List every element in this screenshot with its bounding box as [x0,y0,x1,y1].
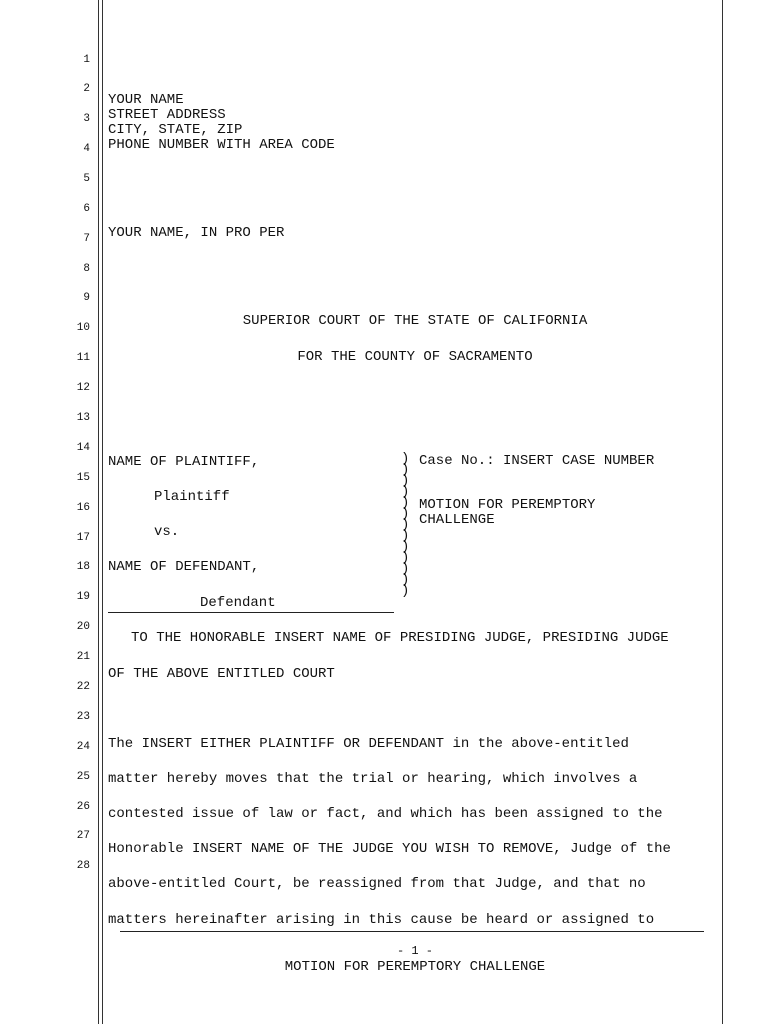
line-number: 21 [76,651,90,663]
line-number: 3 [83,113,90,125]
body-line: above-entitled Court, be reassigned from that Judge, and that no [108,876,646,892]
plaintiff-role: Plaintiff [154,489,230,505]
line-number: 17 [76,532,90,544]
line-number: 1 [83,54,90,66]
right-margin-rule [722,0,723,1024]
line-number: 24 [76,741,90,753]
line-number: 2 [83,83,90,95]
line-number: 26 [76,801,90,813]
line-number: 25 [76,771,90,783]
versus: vs. [154,524,180,540]
line-number: 12 [76,382,90,394]
body-line: The INSERT EITHER PLAINTIFF OR DEFENDANT in the above-entitled [108,736,629,752]
header-city-state-zip: CITY, STATE, ZIP [108,122,243,138]
left-margin-rule-2 [102,0,103,1024]
line-number: 23 [76,711,90,723]
court-title: SUPERIOR COURT OF THE STATE OF CALIFORNIA [242,313,588,329]
page-number: - 1 - [396,944,433,958]
document-title-line-1: MOTION FOR PEREMPTORY [419,497,596,513]
case-number: Case No.: INSERT CASE NUMBER [419,453,655,469]
line-number: 18 [76,561,90,573]
line-number: 19 [76,591,90,603]
defendant-role: Defendant [200,595,276,611]
line-number: 20 [76,621,90,633]
footer-title: MOTION FOR PEREMPTORY CHALLENGE [284,959,546,975]
line-number: 8 [83,263,90,275]
header-name: YOUR NAME [108,92,184,108]
caption-underline [108,612,394,613]
address-line-1: TO THE HONORABLE INSERT NAME OF PRESIDING JUDGE, PRESIDING JUDGE [131,630,669,646]
body-line: contested issue of law or fact, and which has been assigned to the [108,806,663,822]
body-line: matters hereinafter arising in this cause be heard or assigned to [108,912,655,928]
left-margin-rule-1 [98,0,99,1024]
defendant-name: NAME OF DEFENDANT, [108,559,260,575]
line-number: 6 [83,203,90,215]
header-street-address: STREET ADDRESS [108,107,226,123]
body-line: matter hereby moves that the trial or hearing, which involves a [108,771,638,787]
header-pro-per: YOUR NAME, IN PRO PER [108,225,285,241]
address-line-2: OF THE ABOVE ENTITLED COURT [108,666,335,682]
court-county: FOR THE COUNTY OF SACRAMENTO [297,349,533,365]
line-number: 11 [76,352,90,364]
line-number: 13 [76,412,90,424]
body-line: Honorable INSERT NAME OF THE JUDGE YOU WISH TO REMOVE, Judge of the [108,841,671,857]
line-number: 27 [76,830,90,842]
line-number: 10 [76,322,90,334]
line-number: 7 [83,233,90,245]
line-number: 22 [76,681,90,693]
line-number: 5 [83,173,90,185]
caption-divider: ) ) ) ) ) ) ) ) ) ) ) ) ) [401,451,410,599]
plaintiff-name: NAME OF PLAINTIFF, [108,454,260,470]
line-number: 28 [76,860,90,872]
document-title-line-2: CHALLENGE [419,512,495,528]
line-number: 16 [76,502,90,514]
line-number: 15 [76,472,90,484]
line-number: 14 [76,442,90,454]
header-phone: PHONE NUMBER WITH AREA CODE [108,137,335,153]
line-number: 9 [83,292,90,304]
line-number: 4 [83,143,90,155]
footer-rule [120,931,704,932]
